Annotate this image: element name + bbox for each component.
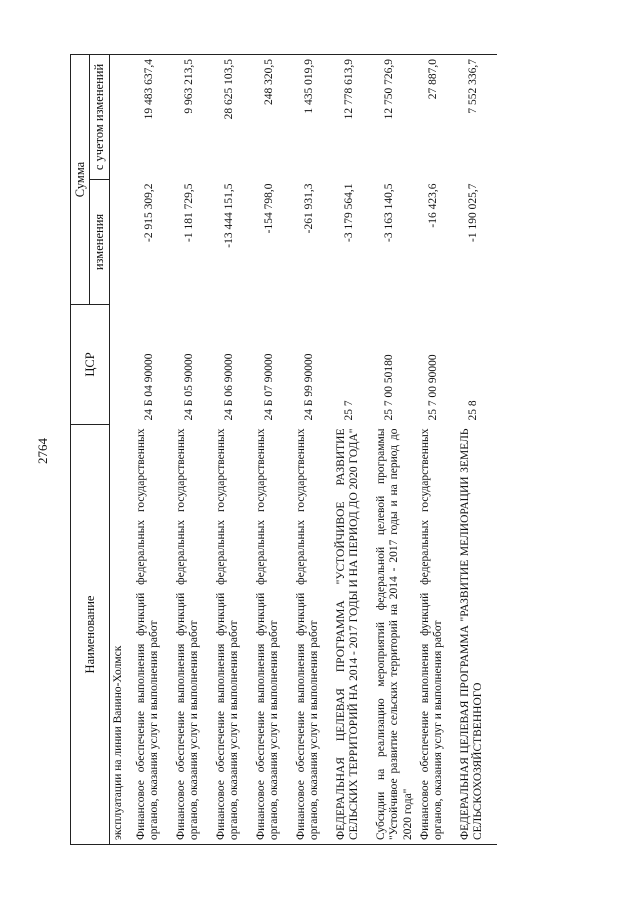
row-name: Финансовое обеспечение выполнения функций федеральных государственных органов, оказания услуг и выполнения работ <box>417 425 457 845</box>
row-change: -16 423,6 <box>426 183 439 228</box>
row-csr: 24 Б 06 90000 <box>223 353 236 421</box>
row-total: 9 963 213,5 <box>173 55 213 180</box>
row-total: 28 625 103,5 <box>213 55 253 180</box>
row-csr <box>109 305 133 425</box>
table-row <box>457 55 497 845</box>
row-change: -2 915 309,2 <box>143 183 156 242</box>
row-name: Финансовое обеспечение выполнения функций федеральных государственных органов, оказания услуг и выполнения работ <box>253 425 293 845</box>
row-change: -3 163 140,5 <box>383 183 396 242</box>
row-csr: 25 7 <box>343 400 356 421</box>
row-total: 248 320,5 <box>253 55 293 180</box>
row-csr: 25 7 00 90000 <box>426 354 439 421</box>
budget-table <box>70 54 497 845</box>
row-total: 12 778 613,9 <box>333 55 373 180</box>
table-row <box>333 55 373 845</box>
table-row <box>253 55 293 845</box>
header-with-changes: с учетом изменений <box>90 55 109 180</box>
row-name: Субсидии на реализацию мероприятий федеральной целевой программы "Устойчивое развитие сельских территорий на 2014 - 2017 годы и на период до 2020 года" <box>373 425 417 845</box>
table-row <box>293 55 333 845</box>
row-change: -13 444 151,5 <box>223 183 236 248</box>
row-csr: 24 Б 04 90000 <box>143 353 156 421</box>
row-change: -1 181 729,5 <box>183 183 196 242</box>
row-name: Финансовое обеспечение выполнения функций федеральных государственных органов, оказания услуг и выполнения работ <box>173 425 213 845</box>
row-change: -154 798,0 <box>263 183 276 234</box>
row-csr: 25 7 00 50180 <box>383 354 396 421</box>
row-change: -3 179 564,1 <box>343 183 356 242</box>
table-row <box>109 55 133 845</box>
row-change: -1 190 025,7 <box>466 183 479 242</box>
row-change <box>109 180 133 305</box>
header-changes: изменения <box>90 180 109 305</box>
row-name: ФЕДЕРАЛЬНАЯ ЦЕЛЕВАЯ ПРОГРАММА "РАЗВИТИЕ МЕЛИОРАЦИИ ЗЕМЕЛЬ СЕЛЬСКОХОЗЯЙСТВЕННОГО <box>457 425 497 845</box>
row-csr: 24 Б 99 90000 <box>303 353 316 421</box>
row-total: 27 887,0 <box>417 55 457 180</box>
row-total <box>109 55 133 180</box>
row-name: ФЕДЕРАЛЬНАЯ ЦЕЛЕВАЯ ПРОГРАММА "УСТОЙЧИВОЕ РАЗВИТИЕ СЕЛЬСКИХ ТЕРРИТОРИЙ НА 2014 - 2017 ГОДЫ И НА ПЕРИОД ДО 2020 ГОДА" <box>333 425 373 845</box>
row-change: -261 931,3 <box>303 183 316 234</box>
row-total: 7 552 336,7 <box>457 55 497 180</box>
page-number: 2764 <box>35 438 50 464</box>
row-name: эксплуатации на линии Ванино-Холмск <box>109 425 133 845</box>
row-total: 19 483 637,4 <box>133 55 173 180</box>
row-name: Финансовое обеспечение выполнения функций федеральных государственных органов, оказания услуг и выполнения работ <box>213 425 253 845</box>
table-row <box>173 55 213 845</box>
row-name: Финансовое обеспечение выполнения функций федеральных государственных органов, оказания услуг и выполнения работ <box>293 425 333 845</box>
table-row <box>213 55 253 845</box>
row-csr: 24 Б 05 90000 <box>183 353 196 421</box>
row-csr: 25 8 <box>466 400 479 421</box>
table-row <box>373 55 417 845</box>
table-body <box>109 55 497 845</box>
table-row <box>133 55 173 845</box>
budget-table-page <box>70 55 590 845</box>
table-row <box>417 55 457 845</box>
header-sum: Сумма <box>71 55 90 305</box>
table-header <box>71 55 110 845</box>
row-total: 12 750 726,9 <box>373 55 417 180</box>
row-csr: 24 Б 07 90000 <box>263 353 276 421</box>
row-total: 1 435 019,9 <box>293 55 333 180</box>
header-name: Наименование <box>71 425 110 845</box>
row-name: Финансовое обеспечение выполнения функций федеральных государственных органов, оказания услуг и выполнения работ <box>133 425 173 845</box>
header-csr: ЦСР <box>71 305 110 425</box>
